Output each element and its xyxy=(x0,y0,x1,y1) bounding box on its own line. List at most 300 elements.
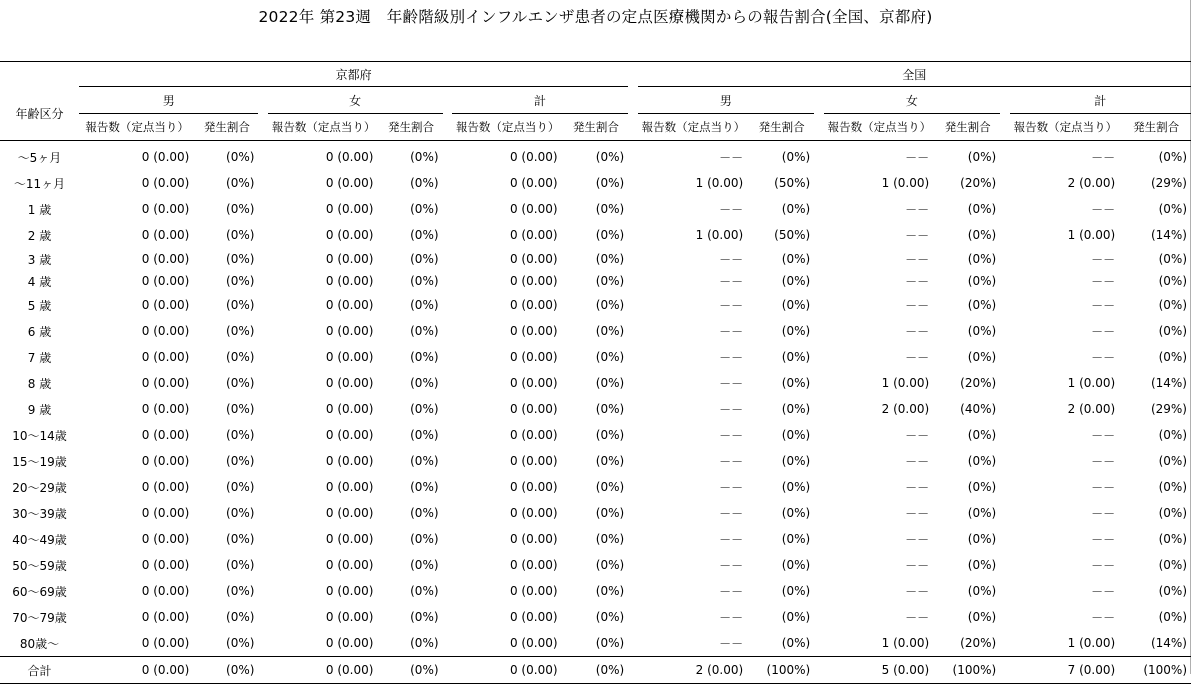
rate-cell-kyoto-male: (0%) xyxy=(195,474,258,500)
count-cell-national-female: －－ xyxy=(824,604,936,630)
age-label: 40～49歳 xyxy=(0,526,79,552)
count-cell-national-female: －－ xyxy=(824,318,936,344)
rate-cell-national-male: (0%) xyxy=(749,248,814,270)
column-gap xyxy=(814,114,823,141)
count-cell-kyoto-male: 0 (0.00) xyxy=(79,474,195,500)
count-cell-national-female: －－ xyxy=(824,144,936,170)
count-cell-national-male: －－ xyxy=(638,552,750,578)
sex-header-kyoto-total: 計 xyxy=(452,87,628,114)
count-cell-kyoto-female: 0 (0.00) xyxy=(268,422,380,448)
count-cell-kyoto-male: 0 (0.00) xyxy=(79,630,195,657)
age-label: 6 歳 xyxy=(0,318,79,344)
count-cell-national-female: 1 (0.00) xyxy=(824,630,936,657)
count-cell-kyoto-female: 0 (0.00) xyxy=(268,396,380,422)
count-cell-national-male: －－ xyxy=(638,630,750,657)
count-cell-national-total: －－ xyxy=(1010,270,1122,292)
col-header-count-kyoto-female: 報告数（定点当り） xyxy=(268,114,380,141)
table-row xyxy=(0,552,1191,578)
rate-cell-national-male: (0%) xyxy=(749,196,814,222)
region-header-kyoto: 京都府 xyxy=(79,62,628,87)
table-row xyxy=(0,270,1191,292)
count-cell-kyoto-male: 0 (0.00) xyxy=(79,604,195,630)
count-cell-national-female: －－ xyxy=(824,270,936,292)
column-gap xyxy=(628,578,637,604)
region-header-national: 全国 xyxy=(638,62,1191,87)
rate-cell-kyoto-female: (0%) xyxy=(379,170,442,196)
count-cell-national-total: －－ xyxy=(1010,344,1122,370)
rate-cell-national-male: (0%) xyxy=(749,370,814,396)
table-row xyxy=(0,474,1191,500)
column-gap xyxy=(1000,270,1009,292)
count-cell-national-male: －－ xyxy=(638,448,750,474)
count-cell-kyoto-male: 0 (0.00) xyxy=(79,448,195,474)
count-cell-kyoto-female: 0 (0.00) xyxy=(268,552,380,578)
count-cell-kyoto-total: 0 (0.00) xyxy=(452,370,564,396)
rate-cell-kyoto-male: (0%) xyxy=(195,144,258,170)
column-gap xyxy=(1000,114,1009,141)
column-gap xyxy=(814,657,823,684)
count-cell-kyoto-male: 0 (0.00) xyxy=(79,500,195,526)
sex-header-kyoto-male: 男 xyxy=(79,87,258,114)
table-row xyxy=(0,396,1191,422)
rate-cell-kyoto-male: (0%) xyxy=(195,604,258,630)
column-gap xyxy=(1000,657,1009,684)
count-cell-kyoto-female: 0 (0.00) xyxy=(268,292,380,318)
age-label: 30～39歳 xyxy=(0,500,79,526)
table-row xyxy=(0,196,1191,222)
rate-cell-national-female: (0%) xyxy=(935,270,1000,292)
rate-cell-national-male: (0%) xyxy=(749,448,814,474)
rate-cell-national-female: (0%) xyxy=(935,344,1000,370)
column-gap xyxy=(628,604,637,630)
rate-cell-national-total: (0%) xyxy=(1121,292,1191,318)
column-gap xyxy=(258,170,267,196)
column-gap xyxy=(814,474,823,500)
rate-cell-kyoto-total: (0%) xyxy=(564,370,629,396)
count-cell-national-male: －－ xyxy=(638,578,750,604)
rate-cell-national-female: (0%) xyxy=(935,552,1000,578)
column-gap xyxy=(258,578,267,604)
column-gap xyxy=(814,196,823,222)
count-cell-kyoto-total: 0 (0.00) xyxy=(452,292,564,318)
count-cell-kyoto-female: 0 (0.00) xyxy=(268,526,380,552)
rate-cell-kyoto-male: (0%) xyxy=(195,248,258,270)
column-gap xyxy=(628,474,637,500)
count-cell-kyoto-female: 0 (0.00) xyxy=(268,248,380,270)
rate-cell-kyoto-male: (0%) xyxy=(195,526,258,552)
count-cell-national-total: －－ xyxy=(1010,578,1122,604)
rate-cell-kyoto-female: (0%) xyxy=(379,474,442,500)
column-gap xyxy=(443,526,452,552)
age-label: 80歳～ xyxy=(0,630,79,657)
count-cell-kyoto-male: 0 (0.00) xyxy=(79,196,195,222)
count-cell-kyoto-female: 0 (0.00) xyxy=(268,657,380,684)
count-cell-national-total: －－ xyxy=(1010,292,1122,318)
table-row xyxy=(0,448,1191,474)
column-gap xyxy=(258,196,267,222)
col-header-count-national-female: 報告数（定点当り） xyxy=(824,114,936,141)
column-gap xyxy=(814,144,823,170)
rate-cell-kyoto-total: (0%) xyxy=(564,292,629,318)
count-cell-kyoto-total: 0 (0.00) xyxy=(452,318,564,344)
rate-cell-national-male: (0%) xyxy=(749,578,814,604)
column-gap xyxy=(443,630,452,657)
rate-cell-national-total: (0%) xyxy=(1121,500,1191,526)
count-cell-kyoto-female: 0 (0.00) xyxy=(268,630,380,657)
table-row xyxy=(0,526,1191,552)
column-gap xyxy=(258,370,267,396)
count-cell-kyoto-total: 0 (0.00) xyxy=(452,422,564,448)
rate-cell-kyoto-female: (0%) xyxy=(379,270,442,292)
column-gap xyxy=(814,170,823,196)
column-gap xyxy=(443,196,452,222)
count-cell-national-total: －－ xyxy=(1010,144,1122,170)
table-row xyxy=(0,578,1191,604)
count-cell-national-male: －－ xyxy=(638,526,750,552)
column-gap xyxy=(258,292,267,318)
rate-cell-kyoto-male: (0%) xyxy=(195,170,258,196)
rate-cell-national-female: (0%) xyxy=(935,196,1000,222)
rate-cell-national-male: (0%) xyxy=(749,552,814,578)
count-cell-national-female: －－ xyxy=(824,500,936,526)
rate-cell-kyoto-female: (0%) xyxy=(379,552,442,578)
column-gap xyxy=(258,318,267,344)
table-row xyxy=(0,170,1191,196)
rate-cell-national-male: (0%) xyxy=(749,344,814,370)
column-gap xyxy=(814,396,823,422)
column-gap xyxy=(1000,526,1009,552)
age-label: 1 歳 xyxy=(0,196,79,222)
count-cell-national-total: 1 (0.00) xyxy=(1010,370,1122,396)
age-label: 8 歳 xyxy=(0,370,79,396)
column-gap xyxy=(258,344,267,370)
column-gap xyxy=(628,422,637,448)
rate-cell-kyoto-male: (0%) xyxy=(195,370,258,396)
age-label: 20～29歳 xyxy=(0,474,79,500)
column-gap xyxy=(443,370,452,396)
age-label: 50～59歳 xyxy=(0,552,79,578)
rate-cell-kyoto-female: (0%) xyxy=(379,526,442,552)
column-gap xyxy=(258,144,267,170)
rate-cell-national-female: (100%) xyxy=(935,657,1000,684)
col-header-count-national-male: 報告数（定点当り） xyxy=(638,114,750,141)
count-cell-national-female: 1 (0.00) xyxy=(824,170,936,196)
rate-cell-kyoto-male: (0%) xyxy=(195,196,258,222)
count-cell-kyoto-male: 0 (0.00) xyxy=(79,396,195,422)
column-gap xyxy=(443,552,452,578)
count-cell-national-female: －－ xyxy=(824,526,936,552)
column-gap xyxy=(814,630,823,657)
count-cell-kyoto-total: 0 (0.00) xyxy=(452,270,564,292)
column-gap xyxy=(814,422,823,448)
rate-cell-kyoto-male: (0%) xyxy=(195,657,258,684)
age-label: 10～14歳 xyxy=(0,422,79,448)
count-cell-national-total: －－ xyxy=(1010,248,1122,270)
age-label: 5 歳 xyxy=(0,292,79,318)
column-gap xyxy=(258,630,267,657)
count-cell-kyoto-male: 0 (0.00) xyxy=(79,270,195,292)
sex-header-kyoto-female: 女 xyxy=(268,87,443,114)
column-gap xyxy=(628,448,637,474)
age-label: ～11ヶ月 xyxy=(0,170,79,196)
count-cell-national-female: 1 (0.00) xyxy=(824,370,936,396)
rate-cell-national-total: (14%) xyxy=(1121,370,1191,396)
rate-cell-national-total: (100%) xyxy=(1121,657,1191,684)
rate-cell-kyoto-total: (0%) xyxy=(564,318,629,344)
count-cell-kyoto-male: 0 (0.00) xyxy=(79,248,195,270)
count-cell-kyoto-male: 0 (0.00) xyxy=(79,144,195,170)
column-gap xyxy=(443,500,452,526)
count-cell-kyoto-male: 0 (0.00) xyxy=(79,170,195,196)
table-row xyxy=(0,344,1191,370)
rate-cell-national-female: (0%) xyxy=(935,248,1000,270)
sex-header-national-female: 女 xyxy=(824,87,1001,114)
column-gap xyxy=(443,474,452,500)
rate-cell-national-female: (0%) xyxy=(935,500,1000,526)
column-gap xyxy=(258,448,267,474)
rate-cell-national-total: (0%) xyxy=(1121,474,1191,500)
rate-cell-national-total: (0%) xyxy=(1121,318,1191,344)
count-cell-national-total: 2 (0.00) xyxy=(1010,396,1122,422)
rate-cell-kyoto-total: (0%) xyxy=(564,578,629,604)
count-cell-kyoto-female: 0 (0.00) xyxy=(268,500,380,526)
rate-cell-kyoto-total: (0%) xyxy=(564,448,629,474)
count-cell-kyoto-female: 0 (0.00) xyxy=(268,370,380,396)
count-cell-kyoto-male: 0 (0.00) xyxy=(79,318,195,344)
rate-cell-kyoto-female: (0%) xyxy=(379,144,442,170)
count-cell-kyoto-total: 0 (0.00) xyxy=(452,448,564,474)
column-gap xyxy=(258,526,267,552)
count-cell-national-male: －－ xyxy=(638,248,750,270)
rate-cell-national-female: (0%) xyxy=(935,292,1000,318)
rate-cell-kyoto-male: (0%) xyxy=(195,396,258,422)
rate-cell-kyoto-female: (0%) xyxy=(379,222,442,248)
rate-cell-kyoto-male: (0%) xyxy=(195,222,258,248)
column-gap xyxy=(1000,370,1009,396)
column-gap xyxy=(258,396,267,422)
rate-cell-national-total: (0%) xyxy=(1121,270,1191,292)
table-row xyxy=(0,292,1191,318)
rate-cell-national-male: (0%) xyxy=(749,526,814,552)
rate-cell-kyoto-total: (0%) xyxy=(564,657,629,684)
rate-cell-kyoto-female: (0%) xyxy=(379,630,442,657)
column-gap xyxy=(258,248,267,270)
age-label: 15～19歳 xyxy=(0,448,79,474)
count-cell-national-female: －－ xyxy=(824,552,936,578)
column-gap xyxy=(628,292,637,318)
rate-cell-national-female: (0%) xyxy=(935,474,1000,500)
count-cell-kyoto-male: 0 (0.00) xyxy=(79,422,195,448)
column-gap xyxy=(814,292,823,318)
rate-cell-kyoto-male: (0%) xyxy=(195,422,258,448)
rate-cell-national-male: (0%) xyxy=(749,422,814,448)
count-cell-national-total: 1 (0.00) xyxy=(1010,222,1122,248)
column-gap xyxy=(1000,318,1009,344)
table-row xyxy=(0,500,1191,526)
rate-cell-kyoto-total: (0%) xyxy=(564,396,629,422)
count-cell-national-total: －－ xyxy=(1010,422,1122,448)
table-row xyxy=(0,422,1191,448)
rate-cell-kyoto-male: (0%) xyxy=(195,344,258,370)
count-cell-national-male: －－ xyxy=(638,144,750,170)
column-gap xyxy=(814,552,823,578)
rate-cell-national-total: (0%) xyxy=(1121,578,1191,604)
count-cell-national-male: －－ xyxy=(638,196,750,222)
count-cell-kyoto-total: 0 (0.00) xyxy=(452,630,564,657)
column-gap xyxy=(814,578,823,604)
count-cell-kyoto-female: 0 (0.00) xyxy=(268,604,380,630)
column-gap xyxy=(443,396,452,422)
column-gap xyxy=(443,344,452,370)
count-cell-national-male: －－ xyxy=(638,344,750,370)
column-gap xyxy=(258,500,267,526)
rate-cell-national-male: (0%) xyxy=(749,604,814,630)
column-gap xyxy=(628,248,637,270)
count-cell-national-male: －－ xyxy=(638,604,750,630)
sex-header-national-total: 計 xyxy=(1010,87,1191,114)
count-cell-national-total: －－ xyxy=(1010,448,1122,474)
rate-cell-national-female: (0%) xyxy=(935,578,1000,604)
rate-cell-national-male: (50%) xyxy=(749,222,814,248)
rate-cell-national-total: (29%) xyxy=(1121,170,1191,196)
rate-cell-national-total: (14%) xyxy=(1121,222,1191,248)
rate-cell-kyoto-female: (0%) xyxy=(379,578,442,604)
count-cell-kyoto-total: 0 (0.00) xyxy=(452,170,564,196)
count-cell-kyoto-female: 0 (0.00) xyxy=(268,578,380,604)
column-gap xyxy=(1000,170,1009,196)
count-cell-kyoto-male: 0 (0.00) xyxy=(79,526,195,552)
rate-cell-national-total: (0%) xyxy=(1121,422,1191,448)
count-cell-kyoto-male: 0 (0.00) xyxy=(79,292,195,318)
page-title: 2022年 第23週 年齢階級別インフルエンザ患者の定点医療機関からの報告割合(全国、京都府) xyxy=(0,5,1191,27)
rate-cell-kyoto-female: (0%) xyxy=(379,344,442,370)
column-gap xyxy=(258,474,267,500)
rate-cell-kyoto-total: (0%) xyxy=(564,222,629,248)
rate-cell-national-total: (0%) xyxy=(1121,196,1191,222)
rate-cell-kyoto-total: (0%) xyxy=(564,270,629,292)
count-cell-kyoto-male: 0 (0.00) xyxy=(79,222,195,248)
column-gap xyxy=(814,222,823,248)
count-cell-kyoto-total: 0 (0.00) xyxy=(452,552,564,578)
rate-cell-national-female: (20%) xyxy=(935,630,1000,657)
rate-cell-kyoto-total: (0%) xyxy=(564,630,629,657)
column-gap xyxy=(1000,248,1009,270)
count-cell-national-total: －－ xyxy=(1010,604,1122,630)
count-cell-national-total: －－ xyxy=(1010,318,1122,344)
column-gap xyxy=(258,604,267,630)
rate-cell-kyoto-total: (0%) xyxy=(564,248,629,270)
rate-cell-kyoto-total: (0%) xyxy=(564,144,629,170)
column-gap xyxy=(814,344,823,370)
column-gap xyxy=(628,344,637,370)
column-gap xyxy=(814,526,823,552)
rate-cell-national-male: (0%) xyxy=(749,144,814,170)
count-cell-kyoto-total: 0 (0.00) xyxy=(452,657,564,684)
column-gap xyxy=(443,248,452,270)
col-header-count-national-total: 報告数（定点当り） xyxy=(1010,114,1122,141)
count-cell-kyoto-female: 0 (0.00) xyxy=(268,196,380,222)
count-cell-kyoto-female: 0 (0.00) xyxy=(268,144,380,170)
rate-cell-national-male: (0%) xyxy=(749,396,814,422)
count-cell-kyoto-female: 0 (0.00) xyxy=(268,170,380,196)
column-gap xyxy=(443,448,452,474)
count-cell-kyoto-total: 0 (0.00) xyxy=(452,526,564,552)
count-cell-national-female: －－ xyxy=(824,578,936,604)
column-gap xyxy=(443,144,452,170)
count-cell-national-total: －－ xyxy=(1010,552,1122,578)
rate-cell-national-total: (0%) xyxy=(1121,344,1191,370)
rate-cell-kyoto-total: (0%) xyxy=(564,474,629,500)
age-label: 70～79歳 xyxy=(0,604,79,630)
rate-cell-kyoto-male: (0%) xyxy=(195,630,258,657)
count-cell-kyoto-male: 0 (0.00) xyxy=(79,578,195,604)
column-gap xyxy=(258,114,267,141)
count-cell-kyoto-male: 0 (0.00) xyxy=(79,657,195,684)
rate-cell-national-female: (20%) xyxy=(935,370,1000,396)
column-gap xyxy=(443,114,452,141)
column-gap xyxy=(258,222,267,248)
rate-cell-national-total: (0%) xyxy=(1121,144,1191,170)
col-header-rate-national-total: 発生割合 xyxy=(1121,114,1191,141)
influenza-age-table xyxy=(0,61,1191,684)
count-cell-kyoto-total: 0 (0.00) xyxy=(452,196,564,222)
table-row xyxy=(0,144,1191,170)
rate-cell-kyoto-female: (0%) xyxy=(379,448,442,474)
age-label: 3 歳 xyxy=(0,248,79,270)
col-header-count-kyoto-total: 報告数（定点当り） xyxy=(452,114,564,141)
rate-cell-kyoto-female: (0%) xyxy=(379,657,442,684)
column-gap xyxy=(443,318,452,344)
column-gap xyxy=(258,657,267,684)
count-cell-kyoto-male: 0 (0.00) xyxy=(79,344,195,370)
rate-cell-kyoto-total: (0%) xyxy=(564,422,629,448)
column-gap xyxy=(443,657,452,684)
column-gap xyxy=(1000,144,1009,170)
table-row xyxy=(0,630,1191,657)
col-header-count-kyoto-male: 報告数（定点当り） xyxy=(79,114,195,141)
count-cell-national-female: 2 (0.00) xyxy=(824,396,936,422)
count-cell-national-female: －－ xyxy=(824,474,936,500)
rate-cell-kyoto-total: (0%) xyxy=(564,552,629,578)
count-cell-national-female: －－ xyxy=(824,292,936,318)
column-gap xyxy=(1000,422,1009,448)
column-gap xyxy=(443,292,452,318)
column-gap xyxy=(443,422,452,448)
count-cell-national-total: 1 (0.00) xyxy=(1010,630,1122,657)
count-cell-national-total: －－ xyxy=(1010,526,1122,552)
column-gap xyxy=(1000,196,1009,222)
column-gap xyxy=(1000,292,1009,318)
column-gap xyxy=(628,144,637,170)
age-label: 合計 xyxy=(0,657,79,684)
count-cell-national-female: －－ xyxy=(824,344,936,370)
rate-cell-national-male: (0%) xyxy=(749,474,814,500)
table-row xyxy=(0,370,1191,396)
column-gap xyxy=(628,222,637,248)
count-cell-national-female: －－ xyxy=(824,422,936,448)
rate-cell-national-female: (0%) xyxy=(935,448,1000,474)
count-cell-national-male: －－ xyxy=(638,292,750,318)
count-cell-national-male: 1 (0.00) xyxy=(638,170,750,196)
rate-cell-national-female: (40%) xyxy=(935,396,1000,422)
rate-cell-national-total: (0%) xyxy=(1121,248,1191,270)
count-cell-national-female: －－ xyxy=(824,248,936,270)
rate-cell-national-female: (0%) xyxy=(935,144,1000,170)
column-gap xyxy=(628,114,637,141)
column-gap xyxy=(258,270,267,292)
age-label: 2 歳 xyxy=(0,222,79,248)
column-gap xyxy=(1000,552,1009,578)
